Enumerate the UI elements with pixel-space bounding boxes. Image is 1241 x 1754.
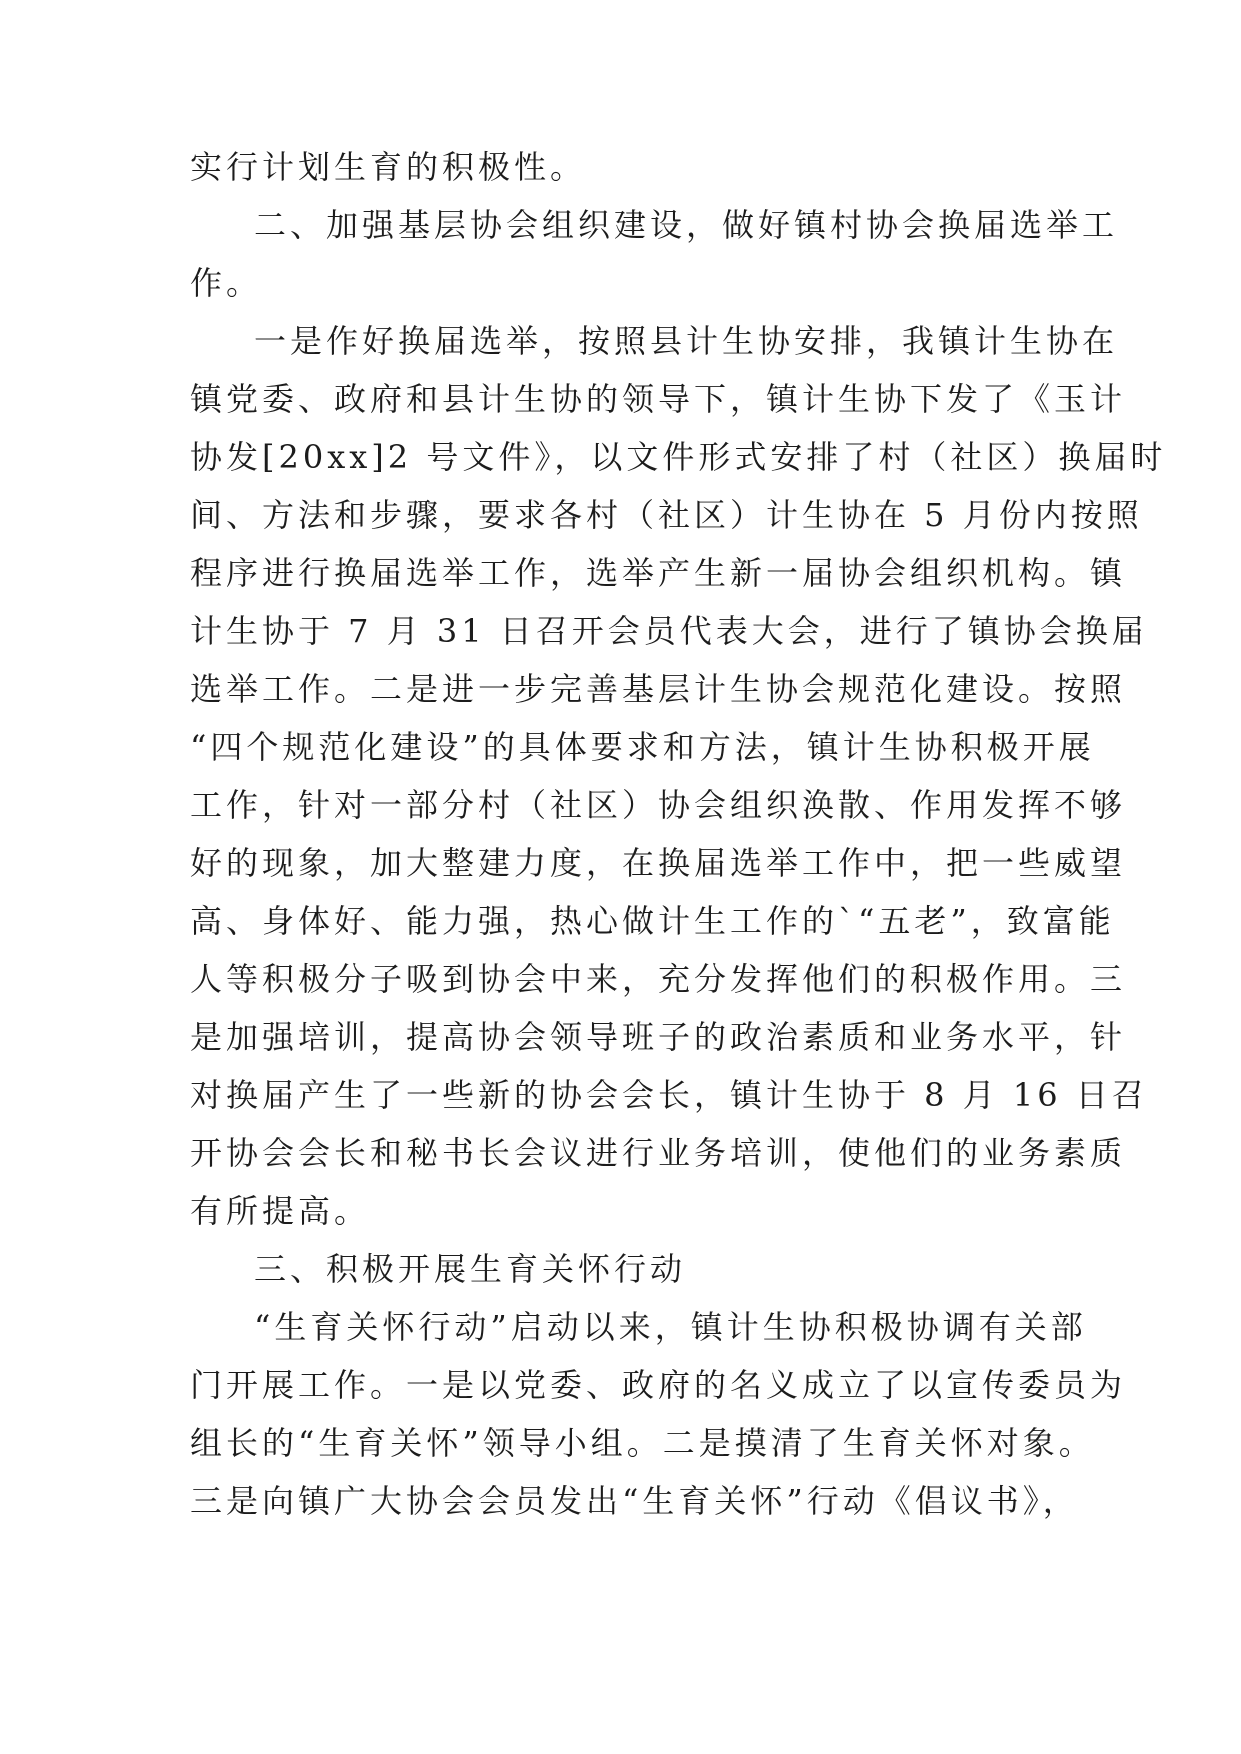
text-line: 镇党委、政府和县计生协的领导下，镇计生协下发了《玉计 bbox=[190, 380, 1127, 418]
text-line: “四个规范化建设”的具体要求和方法，镇计生协积极开展 bbox=[190, 728, 1095, 766]
section-heading: 三、积极开展生育关怀行动 bbox=[254, 1250, 687, 1288]
text-line: 组长的“生育关怀”领导小组。二是摸清了生育关怀对象。 bbox=[190, 1424, 1095, 1462]
text-line: 是加强培训，提高协会领导班子的政治素质和业务水平，针 bbox=[190, 1018, 1127, 1056]
text-line: 间、方法和步骤，要求各村（社区）计生协在 5 月份内按照 bbox=[190, 496, 1143, 534]
text-line: 实行计划生育的积极性。 bbox=[190, 148, 587, 186]
text-line: 三是向镇广大协会会员发出“生育关怀”行动《倡议书》， bbox=[190, 1482, 1079, 1520]
text-line: 门开展工作。一是以党委、政府的名义成立了以宣传委员为 bbox=[190, 1366, 1127, 1404]
text-line: 开协会会长和秘书长会议进行业务培训，使他们的业务素质 bbox=[190, 1134, 1127, 1172]
paragraph-first-line: 一是作好换届选举，按照县计生协安排，我镇计生协在 bbox=[254, 322, 1119, 360]
paragraph-first-line: “生育关怀行动”启动以来，镇计生协积极协调有关部 bbox=[254, 1308, 1087, 1346]
text-line: 高、身体好、能力强，热心做计生工作的`“五老”，致富能 bbox=[190, 902, 1115, 940]
text-line: 工作，针对一部分村（社区）协会组织涣散、作用发挥不够 bbox=[190, 786, 1127, 824]
text-line: 人等积极分子吸到协会中来，充分发挥他们的积极作用。三 bbox=[190, 960, 1127, 998]
text-line: 计生协于 7 月 31 日召开会员代表大会，进行了镇协会换届 bbox=[190, 612, 1148, 650]
text-line: 好的现象，加大整建力度，在换届选举工作中，把一些威望 bbox=[190, 844, 1127, 882]
text-line: 作。 bbox=[190, 264, 263, 302]
text-line: 选举工作。二是进一步完善基层计生协会规范化建设。按照 bbox=[190, 670, 1127, 708]
text-line: 协发[20xx]2 号文件》，以文件形式安排了村（社区）换届时 bbox=[190, 438, 1167, 476]
text-line: 有所提高。 bbox=[190, 1192, 371, 1230]
section-heading: 二、加强基层协会组织建设，做好镇村协会换届选举工 bbox=[254, 206, 1119, 244]
text-line: 程序进行换届选举工作，选举产生新一届协会组织机构。镇 bbox=[190, 554, 1127, 592]
text-line: 对换届产生了一些新的协会会长，镇计生协于 8 月 16 日召 bbox=[190, 1076, 1148, 1114]
